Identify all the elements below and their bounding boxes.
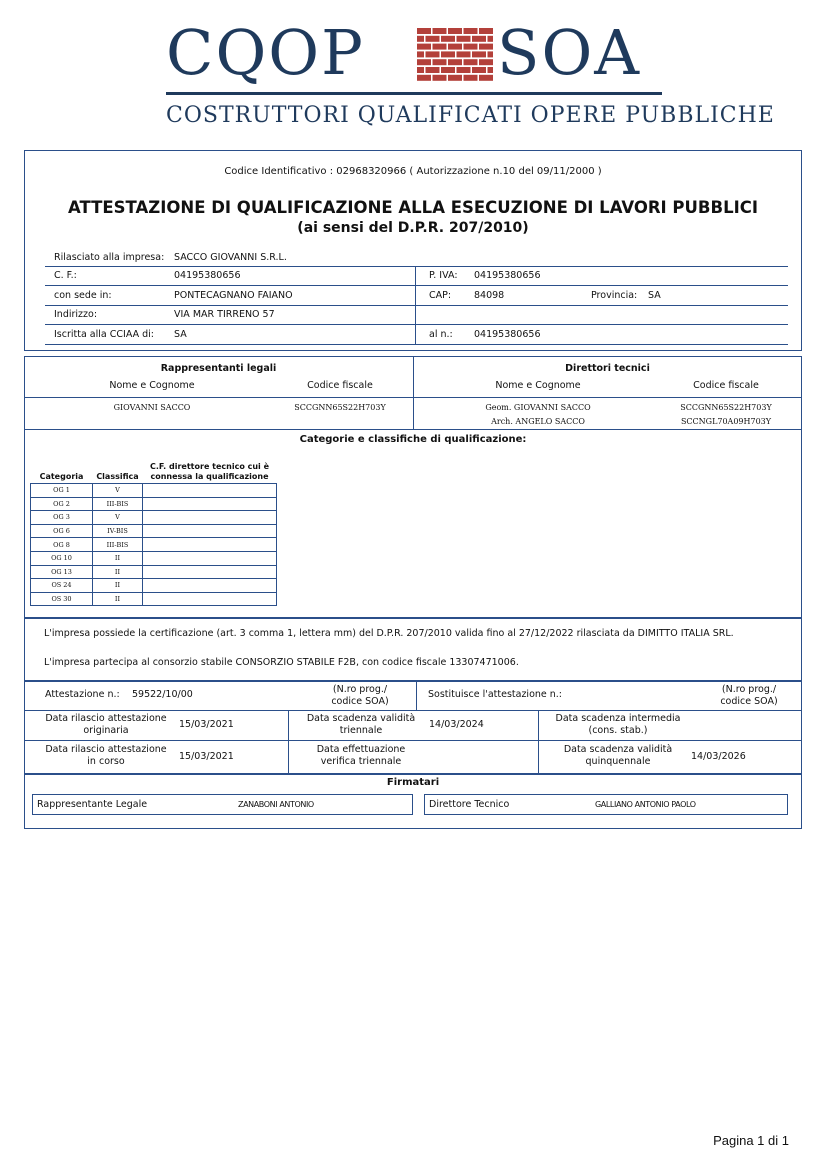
brick	[479, 28, 493, 34]
cf-value: 04195380656	[174, 270, 241, 281]
cf-label: C. F.:	[54, 270, 77, 281]
brick	[488, 67, 494, 73]
brick	[472, 51, 486, 57]
direttori-col-name: Nome e Cognome	[495, 380, 581, 391]
brick	[426, 67, 440, 73]
table-row	[31, 497, 277, 511]
divider	[45, 324, 788, 325]
divider	[24, 710, 802, 711]
categoria-cell: OG 6	[31, 524, 93, 538]
verifica-triennale-label: Data effettuazione verifica triennale	[316, 744, 406, 767]
table-row	[31, 551, 277, 565]
rappresentanti-col-cf: Codice fiscale	[307, 380, 373, 391]
brick	[417, 44, 431, 50]
divider	[538, 710, 539, 774]
scad-triennale-value: 14/03/2024	[429, 719, 484, 730]
divider	[416, 681, 417, 710]
aln-label: al n.:	[429, 329, 453, 340]
piva-value: 04195380656	[474, 270, 541, 281]
brick	[457, 36, 471, 42]
rappresentanti-title: Rappresentanti legali	[160, 363, 277, 374]
cf-direttore-cell	[143, 497, 277, 511]
categoria-cell: OS 24	[31, 579, 93, 593]
cap-value: 84098	[474, 290, 505, 301]
certificazione-note: L'impresa possiede la certificazione (art. 3 comma 1, lettera mm) del D.P.R. 207/2010 valida fino al 27/12/2022 rilasciata da DIMITTO ITALIA SRL.	[44, 628, 734, 639]
brick	[417, 59, 431, 65]
categoria-cell: OG 8	[31, 538, 93, 552]
divider	[24, 429, 802, 430]
brick	[464, 44, 478, 50]
logo-text-cqop: CQOP	[166, 16, 365, 89]
direttore-tecnico-label: Direttore Tecnico	[429, 799, 510, 810]
categorie-title: Categorie e classifiche di qualificazione:	[299, 434, 527, 445]
brick	[488, 51, 494, 57]
scad-triennale-label: Data scadenza validità triennale	[306, 713, 416, 736]
classifica-cell: II	[93, 565, 143, 579]
cf-direttore-cell	[143, 511, 277, 525]
scad-intermedia-label: Data scadenza intermedia (cons. stab.)	[555, 713, 681, 736]
document-title: ATTESTAZIONE DI QUALIFICAZIONE ALLA ESECUZIONE DI LAVORI PUBBLICI	[68, 198, 758, 217]
rilasciato-label: Rilasciato alla impresa:	[54, 252, 165, 263]
cf-direttore-cell	[143, 565, 277, 579]
divider	[45, 305, 788, 306]
divider	[24, 397, 802, 398]
divider	[24, 740, 802, 741]
cf-direttore-cell	[143, 524, 277, 538]
brick	[464, 59, 478, 65]
brick	[426, 51, 440, 57]
table-row	[31, 511, 277, 525]
direttore-tecnico-value: GALLIANO ANTONIO PAOLO	[595, 800, 696, 809]
col-classifica: Classifica	[96, 472, 139, 481]
logo-subtitle: COSTRUTTORI QUALIFICATI OPERE PUBBLICHE	[166, 103, 775, 128]
direttore-name: Arch. ANGELO SACCO	[491, 417, 585, 426]
classifica-cell: V	[93, 511, 143, 525]
brick	[417, 51, 424, 57]
brick	[433, 28, 447, 34]
direttore-name: Geom. GIOVANNI SACCO	[485, 403, 591, 412]
brick	[464, 28, 478, 34]
divider	[45, 266, 788, 267]
brick	[433, 44, 447, 50]
firmatari-title: Firmatari	[386, 777, 440, 788]
col-cf-direttore: C.F. direttore tecnico cui è connessa la qualificazione	[149, 462, 269, 481]
direttori-title: Direttori tecnici	[565, 363, 650, 374]
rappresentante-name: GIOVANNI SACCO	[113, 403, 191, 412]
scad-quinquennale-value: 14/03/2026	[691, 751, 746, 762]
cf-direttore-cell	[143, 538, 277, 552]
categoria-cell: OS 30	[31, 592, 93, 606]
categoria-cell: OG 10	[31, 551, 93, 565]
brick	[426, 36, 440, 42]
brick	[457, 51, 471, 57]
brick	[464, 75, 478, 81]
brick	[441, 51, 455, 57]
categoria-cell: OG 1	[31, 484, 93, 498]
logo-rule	[166, 92, 662, 95]
attestazione-value: 59522/10/00	[132, 689, 193, 700]
rilascio-corso-label: Data rilascio attestazione in corso	[45, 744, 167, 767]
cf-direttore-cell	[143, 579, 277, 593]
col-categoria: Categoria	[39, 472, 84, 481]
classifica-cell: II	[93, 579, 143, 593]
brick	[417, 28, 431, 34]
cf-direttore-cell	[143, 551, 277, 565]
consorzio-note: L'impresa partecipa al consorzio stabile CONSORZIO STABILE F2B, con codice fiscale 13307471006.	[44, 657, 519, 668]
codice-identificativo: Codice Identificativo : 02968320966 ( Autorizzazione n.10 del 09/11/2000 )	[224, 166, 602, 177]
cciaa-label: Iscritta alla CCIAA di:	[54, 329, 154, 340]
classifica-cell: II	[93, 551, 143, 565]
brick	[441, 67, 455, 73]
indirizzo-label: Indirizzo:	[54, 309, 98, 320]
header-section	[24, 150, 802, 351]
document-subtitle: (ai sensi del D.P.R. 207/2010)	[297, 220, 529, 236]
cciaa-value: SA	[174, 329, 187, 340]
piva-label: P. IVA:	[429, 270, 458, 281]
direttore-cf: SCCNGL70A09H703Y	[680, 417, 772, 426]
rappresentante-cf: SCCGNN65S22H703Y	[294, 403, 386, 412]
attestazione-label: Attestazione n.:	[45, 689, 120, 700]
brick	[448, 59, 462, 65]
classifica-cell: III-BIS	[93, 538, 143, 552]
classifica-cell: III-BIS	[93, 497, 143, 511]
brick	[417, 67, 424, 73]
brick	[441, 36, 455, 42]
brick	[479, 59, 493, 65]
direttori-col-cf: Codice fiscale	[693, 380, 759, 391]
brick	[472, 36, 486, 42]
rilascio-corso-value: 15/03/2021	[179, 751, 234, 762]
provincia-value: SA	[648, 290, 661, 301]
table-row	[31, 579, 277, 593]
categorie-table	[30, 462, 277, 606]
table-row	[31, 565, 277, 579]
scad-quinquennale-label: Data scadenza validità quinquennale	[563, 744, 673, 767]
direttore-cf: SCCGNN65S22H703Y	[680, 403, 772, 412]
brick	[479, 75, 493, 81]
classifica-cell: V	[93, 484, 143, 498]
brick	[417, 36, 424, 42]
brick	[488, 36, 494, 42]
divider	[288, 710, 289, 774]
aln-value: 04195380656	[474, 329, 541, 340]
nro-prog-1: (N.ro prog./ codice SOA)	[331, 684, 389, 707]
table-row	[31, 524, 277, 538]
brick	[472, 67, 486, 73]
rappresentante-legale-value: ZANABONI ANTONIO	[238, 800, 314, 809]
sede-label: con sede in:	[54, 290, 112, 301]
table-row	[31, 484, 277, 498]
cf-direttore-cell	[143, 592, 277, 606]
sostituisce-label: Sostituisce l'attestazione n.:	[428, 689, 563, 700]
brick	[457, 67, 471, 73]
cap-label: CAP:	[429, 290, 452, 301]
rappresentanti-col-name: Nome e Cognome	[109, 380, 195, 391]
categoria-cell: OG 3	[31, 511, 93, 525]
indirizzo-value: VIA MAR TIRRENO 57	[174, 309, 275, 320]
brick	[448, 75, 462, 81]
logo-text-soa: SOA	[497, 16, 642, 89]
categoria-cell: OG 2	[31, 497, 93, 511]
rilascio-orig-value: 15/03/2021	[179, 719, 234, 730]
sede-value: PONTECAGNANO FAIANO	[174, 290, 293, 301]
classifica-cell: II	[93, 592, 143, 606]
cf-direttore-cell	[143, 484, 277, 498]
brick	[433, 59, 447, 65]
classifica-cell: IV-BIS	[93, 524, 143, 538]
divider	[415, 266, 416, 344]
divider	[45, 285, 788, 286]
rappresentante-legale-label: Rappresentante Legale	[37, 799, 148, 810]
brick	[417, 75, 431, 81]
brick	[448, 28, 462, 34]
brick	[433, 75, 447, 81]
categoria-cell: OG 13	[31, 565, 93, 579]
divider	[45, 344, 788, 345]
table-row	[31, 538, 277, 552]
provincia-label: Provincia:	[591, 290, 638, 301]
brick	[479, 44, 493, 50]
nro-prog-2: (N.ro prog./ codice SOA)	[720, 684, 778, 707]
rilasciato-value: SACCO GIOVANNI S.R.L.	[174, 252, 287, 263]
brick	[448, 44, 462, 50]
page-number: Pagina 1 di 1	[713, 1133, 789, 1148]
rilascio-orig-label: Data rilascio attestazione originaria	[45, 713, 167, 736]
table-row	[31, 592, 277, 606]
brick-logo-icon	[417, 28, 493, 82]
